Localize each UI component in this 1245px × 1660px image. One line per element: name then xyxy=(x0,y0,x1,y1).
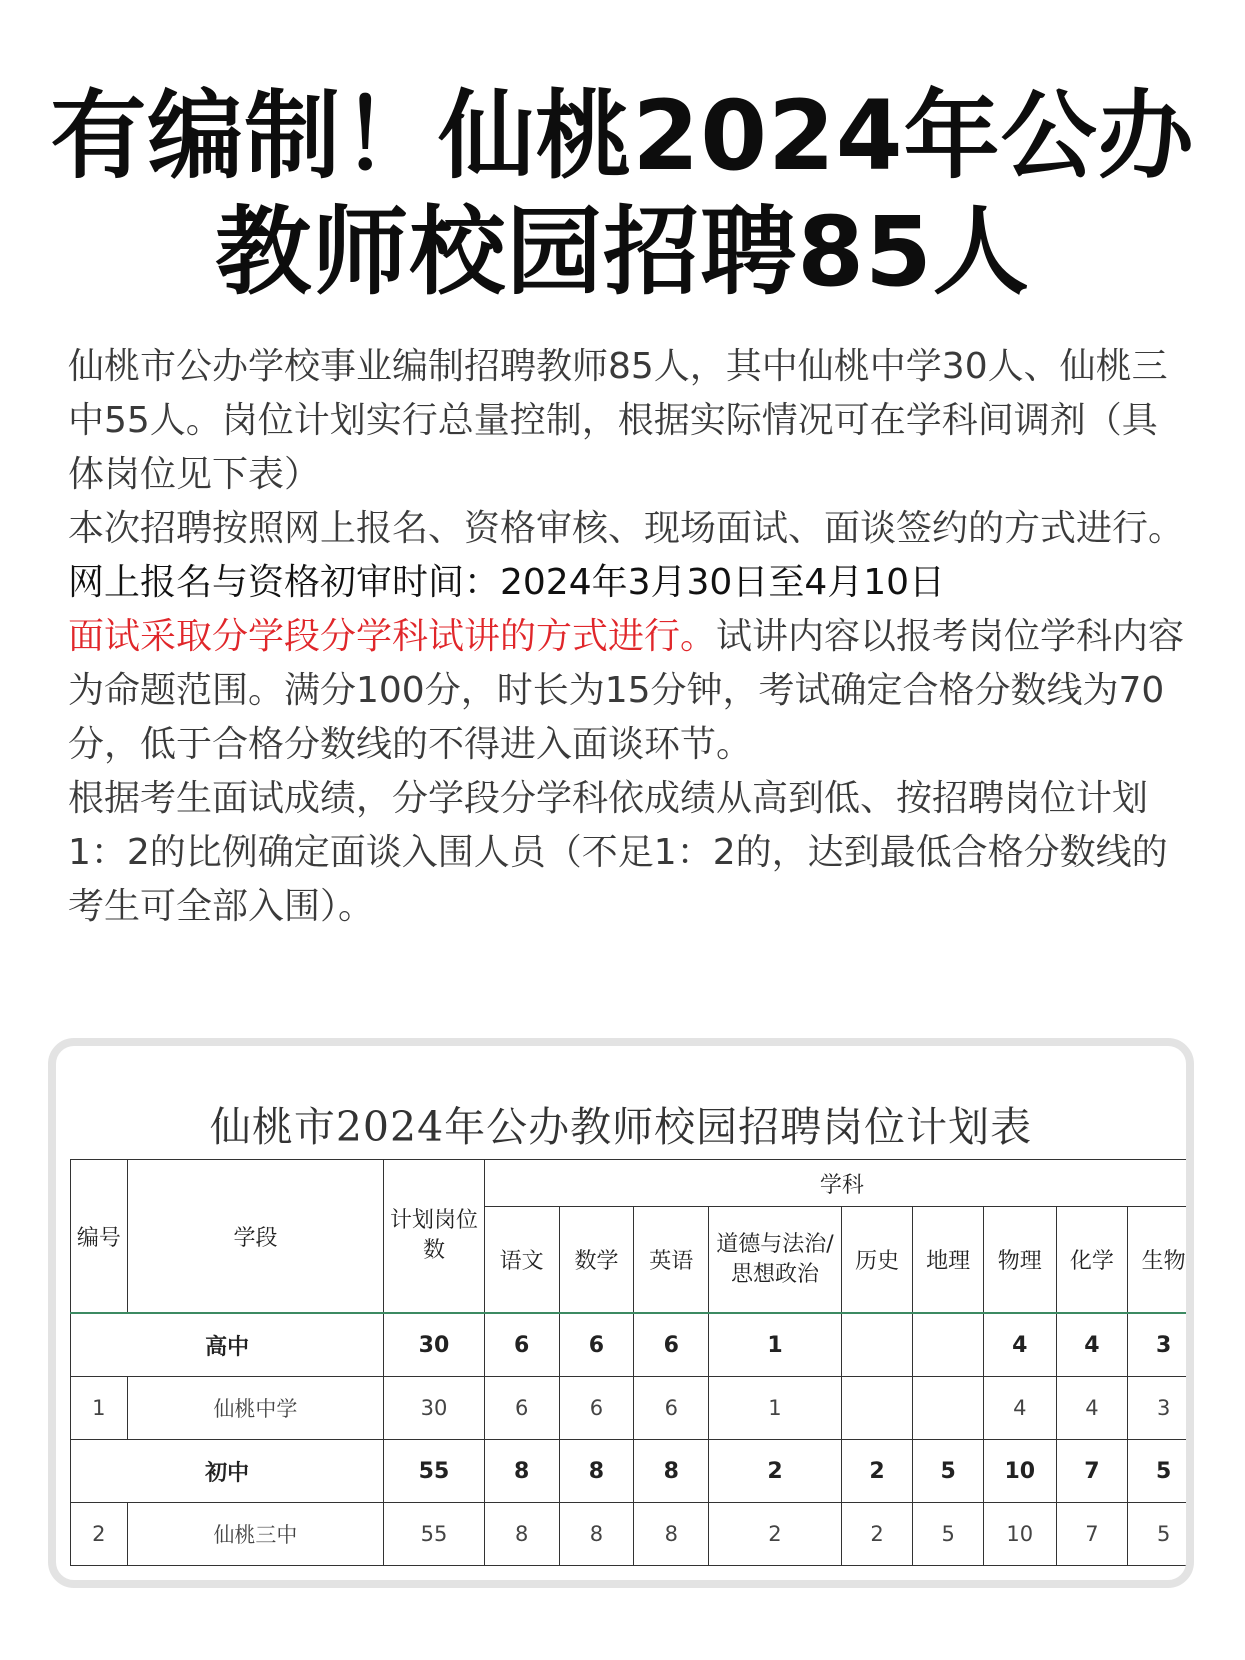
value-cell xyxy=(841,1377,913,1440)
value-cell: 2 xyxy=(841,1503,913,1566)
value-cell: 6 xyxy=(559,1313,634,1377)
value-cell: 3 xyxy=(1128,1377,1194,1440)
paragraph-selection: 根据考生面试成绩，分学段分学科依成绩从高到低、按招聘岗位计划1：2的比例确定面谈入围人员（不足1：2的，达到最低合格分数线的考生可全部入围）。 xyxy=(68,778,1168,927)
header-subject: 道德与法治/思想政治 xyxy=(709,1207,842,1314)
header-subject: 历史 xyxy=(841,1207,913,1314)
header-subject: 生物 xyxy=(1128,1207,1194,1314)
school-cell: 仙桃三中 xyxy=(127,1503,384,1566)
planned-cell: 30 xyxy=(384,1313,484,1377)
header-subject: 物理 xyxy=(983,1207,1056,1314)
value-cell: 7 xyxy=(1056,1503,1128,1566)
value-cell: 6 xyxy=(559,1377,634,1440)
value-cell: 4 xyxy=(983,1377,1056,1440)
recruitment-plan-table xyxy=(70,1159,1194,1566)
planned-cell: 55 xyxy=(384,1503,484,1566)
header-id: 编号 xyxy=(71,1160,128,1314)
school-cell: 仙桃中学 xyxy=(127,1377,384,1440)
value-cell: 6 xyxy=(484,1377,559,1440)
value-cell: 2 xyxy=(709,1503,842,1566)
id-cell: 1 xyxy=(71,1377,128,1440)
value-cell: 5 xyxy=(913,1503,984,1566)
value-cell: 4 xyxy=(1056,1377,1128,1440)
headline-line-1: 有编制！仙桃2024年公办 xyxy=(50,80,1195,192)
header-subject: 数学 xyxy=(559,1207,634,1314)
plan-table-card xyxy=(48,1038,1194,1588)
value-cell: 8 xyxy=(484,1440,559,1503)
value-cell: 7 xyxy=(1056,1440,1128,1503)
paragraph-interview xyxy=(68,610,1188,772)
id-cell: 2 xyxy=(71,1503,128,1566)
value-cell: 8 xyxy=(634,1440,709,1503)
header-subject: 语文 xyxy=(484,1207,559,1314)
value-cell: 3 xyxy=(1128,1313,1194,1377)
value-cell: 8 xyxy=(559,1440,634,1503)
value-cell: 1 xyxy=(709,1377,842,1440)
table-row-xiantao-middle-school xyxy=(71,1377,1195,1440)
header-subject: 化学 xyxy=(1056,1207,1128,1314)
table-row-senior-high-total xyxy=(71,1313,1195,1377)
value-cell: 10 xyxy=(983,1440,1056,1503)
paragraph-process: 本次招聘按照网上报名、资格审核、现场面试、面谈签约的方式进行。 xyxy=(68,508,1185,549)
value-cell: 4 xyxy=(983,1313,1056,1377)
planned-cell: 55 xyxy=(384,1440,484,1503)
value-cell: 2 xyxy=(709,1440,842,1503)
value-cell: 8 xyxy=(634,1503,709,1566)
header-subject: 英语 xyxy=(634,1207,709,1314)
paragraph-overview: 仙桃市公办学校事业编制招聘教师85人，其中仙桃中学30人、仙桃三中55人。岗位计划实行总量控制，根据实际情况可在学科间调剂（具体岗位见下表） xyxy=(68,346,1168,495)
value-cell: 5 xyxy=(1128,1440,1194,1503)
value-cell: 5 xyxy=(913,1440,984,1503)
article-body xyxy=(68,340,1188,934)
value-cell xyxy=(841,1313,913,1377)
header-subject-group: 学科 xyxy=(484,1160,1194,1207)
table-row-junior-high-total xyxy=(71,1440,1195,1503)
interview-highlight: 面试采取分学段分学科试讲的方式进行。 xyxy=(68,616,717,657)
value-cell xyxy=(913,1377,984,1440)
value-cell: 8 xyxy=(484,1503,559,1566)
value-cell: 6 xyxy=(634,1313,709,1377)
value-cell: 6 xyxy=(484,1313,559,1377)
value-cell: 2 xyxy=(841,1440,913,1503)
interview-details: 试讲内容以报考岗位学科内容为命题范围。满分100分，时长为15分钟，考试确定合格分数线为70分，低于合格分数线的不得进入面谈环节。 xyxy=(68,616,1185,765)
table-title: 仙桃市2024年公办教师校园招聘岗位计划表 xyxy=(209,1103,1033,1151)
paragraph-registration-time: 网上报名与资格初审时间：2024年3月30日至4月10日 xyxy=(68,562,946,603)
stage-cell: 初中 xyxy=(71,1440,384,1503)
table-row-xiantao-no3-middle-school xyxy=(71,1503,1195,1566)
value-cell: 10 xyxy=(983,1503,1056,1566)
stage-cell: 高中 xyxy=(71,1313,384,1377)
header-stage: 学段 xyxy=(127,1160,384,1314)
value-cell xyxy=(913,1313,984,1377)
value-cell: 1 xyxy=(709,1313,842,1377)
planned-cell: 30 xyxy=(384,1377,484,1440)
header-subject: 地理 xyxy=(913,1207,984,1314)
value-cell: 5 xyxy=(1128,1503,1194,1566)
value-cell: 6 xyxy=(634,1377,709,1440)
headline xyxy=(0,78,1245,310)
value-cell: 8 xyxy=(559,1503,634,1566)
header-planned: 计划岗位数 xyxy=(384,1160,484,1314)
headline-line-2: 教师校园招聘85人 xyxy=(215,196,1030,308)
value-cell: 4 xyxy=(1056,1313,1128,1377)
